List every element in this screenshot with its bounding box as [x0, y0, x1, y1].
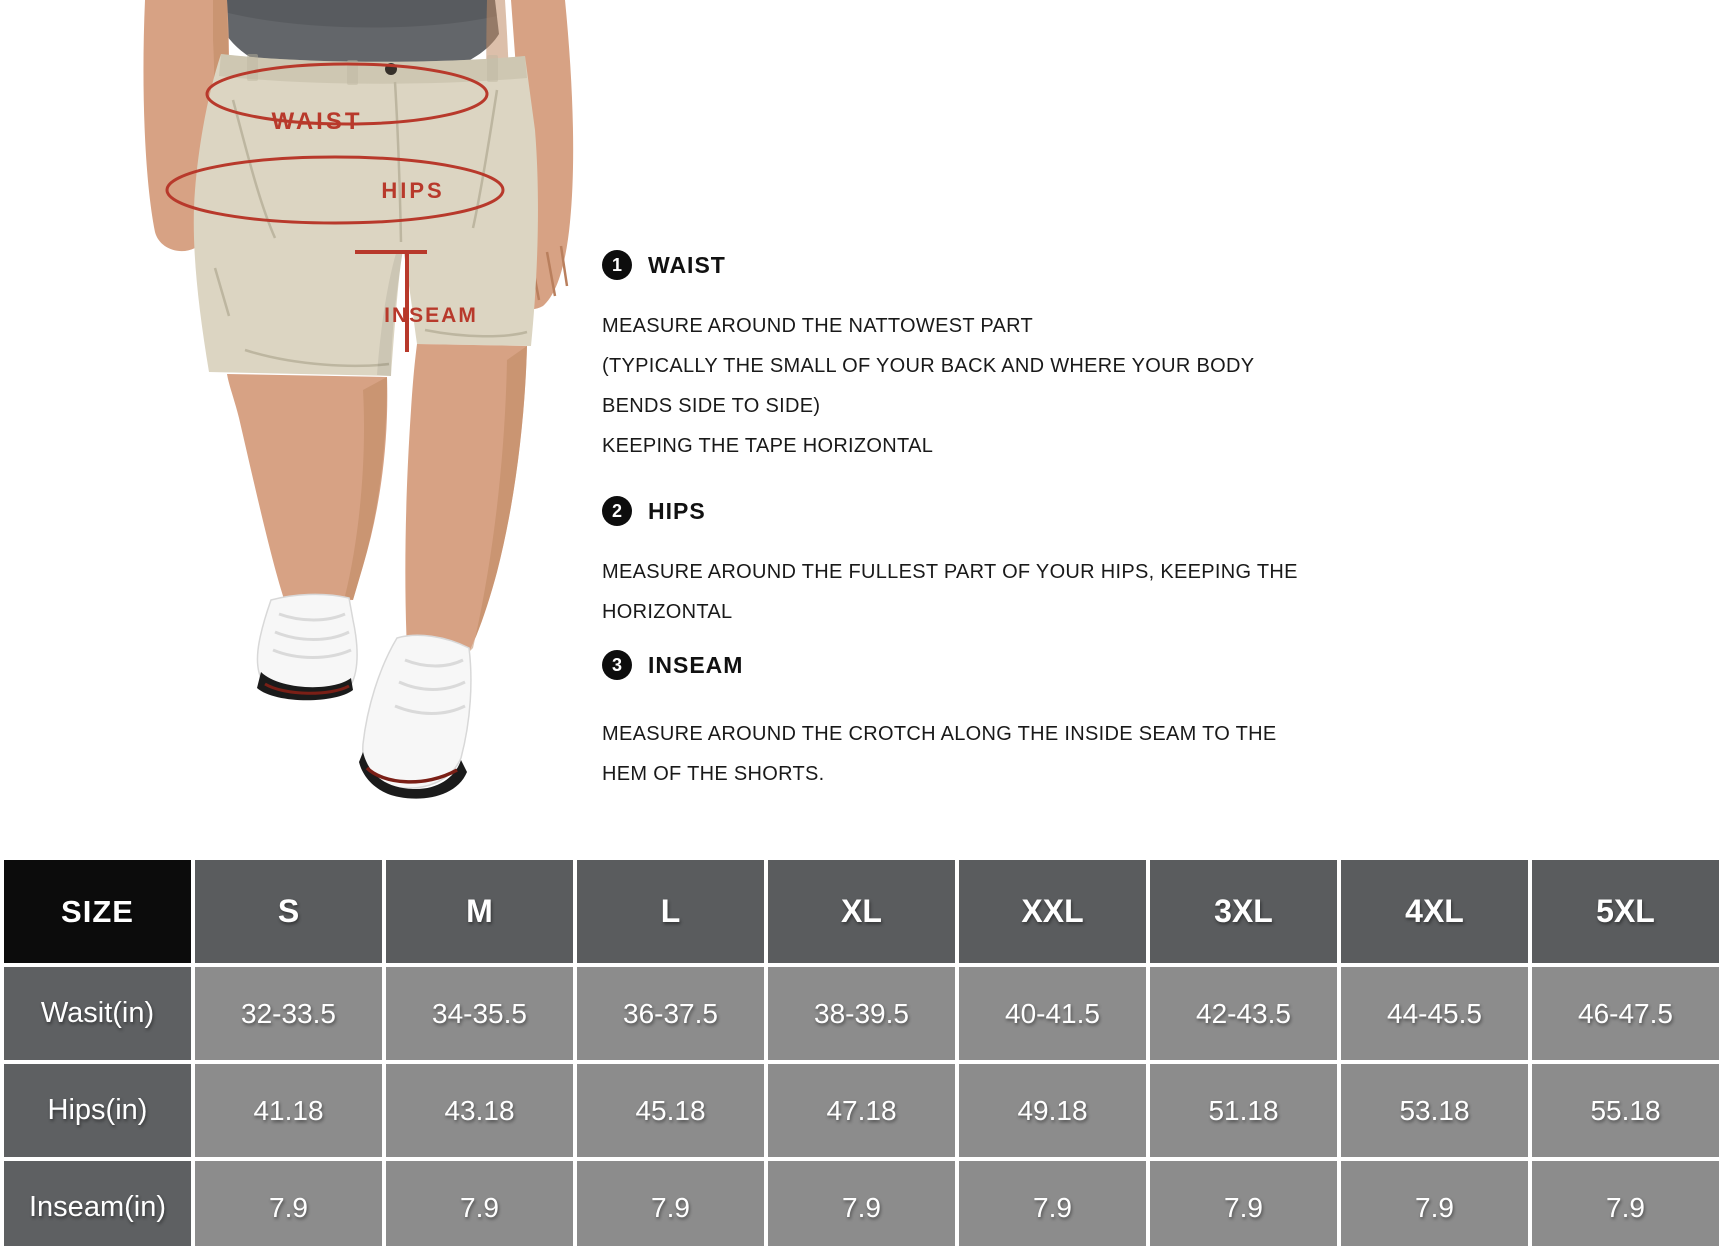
waist-value: 34-35.5 [384, 965, 575, 1062]
size-header-cell: SIZE [2, 858, 193, 965]
size-col-s: S [193, 858, 384, 965]
size-chart-header-row [2, 858, 1721, 965]
size-chart-table [0, 856, 1723, 1246]
size-col-l: L [575, 858, 766, 965]
step-1-badge: 1 [602, 250, 632, 280]
step-3-badge: 3 [602, 650, 632, 680]
instruction-body-waist: MEASURE AROUND THE NATTOWEST PART (TYPICALLY THE SMALL OF YOUR BACK AND WHERE YOUR BODY BENDS SIDE TO SIDE) KEEPING THE TAPE HORIZONTAL [602, 315, 1255, 457]
hips-row [2, 1062, 1721, 1159]
inseam-value: 7.9 [575, 1159, 766, 1246]
waist-annotation-label: WAIST [271, 108, 363, 135]
shorts-shape [194, 54, 538, 376]
hips-value: 41.18 [193, 1062, 384, 1159]
inseam-annotation-label: INSEAM [384, 304, 478, 327]
instruction-waist [602, 250, 1254, 466]
waist-value: 38-39.5 [766, 965, 957, 1062]
hips-value: 43.18 [384, 1062, 575, 1159]
waist-row [2, 965, 1721, 1062]
model-figure [95, 0, 605, 858]
instruction-body-hips: MEASURE AROUND THE FULLEST PART OF YOUR HIPS, KEEPING THE HORIZONTAL [602, 561, 1298, 623]
instruction-title-hips: HIPS [648, 497, 706, 524]
waist-row-label: Wasit(in) [2, 965, 193, 1062]
waist-value: 46-47.5 [1530, 965, 1721, 1062]
hips-value: 55.18 [1530, 1062, 1721, 1159]
waist-value: 36-37.5 [575, 965, 766, 1062]
hips-value: 47.18 [766, 1062, 957, 1159]
inseam-value: 7.9 [384, 1159, 575, 1246]
instruction-hips [602, 496, 1298, 632]
inseam-value: 7.9 [1339, 1159, 1530, 1246]
hips-value: 45.18 [575, 1062, 766, 1159]
step-2-badge: 2 [602, 496, 632, 526]
size-chart [0, 856, 1723, 1246]
hips-value: 53.18 [1339, 1062, 1530, 1159]
inseam-row-label: Inseam(in) [2, 1159, 193, 1246]
size-col-m: M [384, 858, 575, 965]
hips-value: 51.18 [1148, 1062, 1339, 1159]
hips-value: 49.18 [957, 1062, 1148, 1159]
inseam-value: 7.9 [766, 1159, 957, 1246]
size-col-5xl: 5XL [1530, 858, 1721, 965]
inseam-row [2, 1159, 1721, 1246]
waist-value: 44-45.5 [1339, 965, 1530, 1062]
instruction-body-inseam: MEASURE AROUND THE CROTCH ALONG THE INSIDE SEAM TO THE HEM OF THE SHORTS. [602, 723, 1277, 785]
waist-value: 42-43.5 [1148, 965, 1339, 1062]
inseam-value: 7.9 [193, 1159, 384, 1246]
waist-value: 40-41.5 [957, 965, 1148, 1062]
hips-row-label: Hips(in) [2, 1062, 193, 1159]
instruction-inseam [602, 650, 1276, 794]
size-col-xl: XL [766, 858, 957, 965]
inseam-value: 7.9 [1148, 1159, 1339, 1246]
model-figure-illustration [95, 0, 605, 858]
inseam-value: 7.9 [957, 1159, 1148, 1246]
waist-value: 32-33.5 [193, 965, 384, 1062]
hips-annotation-label: HIPS [381, 178, 445, 203]
instruction-title-waist: WAIST [648, 251, 726, 278]
size-col-3xl: 3XL [1148, 858, 1339, 965]
size-col-4xl: 4XL [1339, 858, 1530, 965]
inseam-value: 7.9 [1530, 1159, 1721, 1246]
size-col-xxl: XXL [957, 858, 1148, 965]
instruction-title-inseam: INSEAM [648, 651, 744, 678]
